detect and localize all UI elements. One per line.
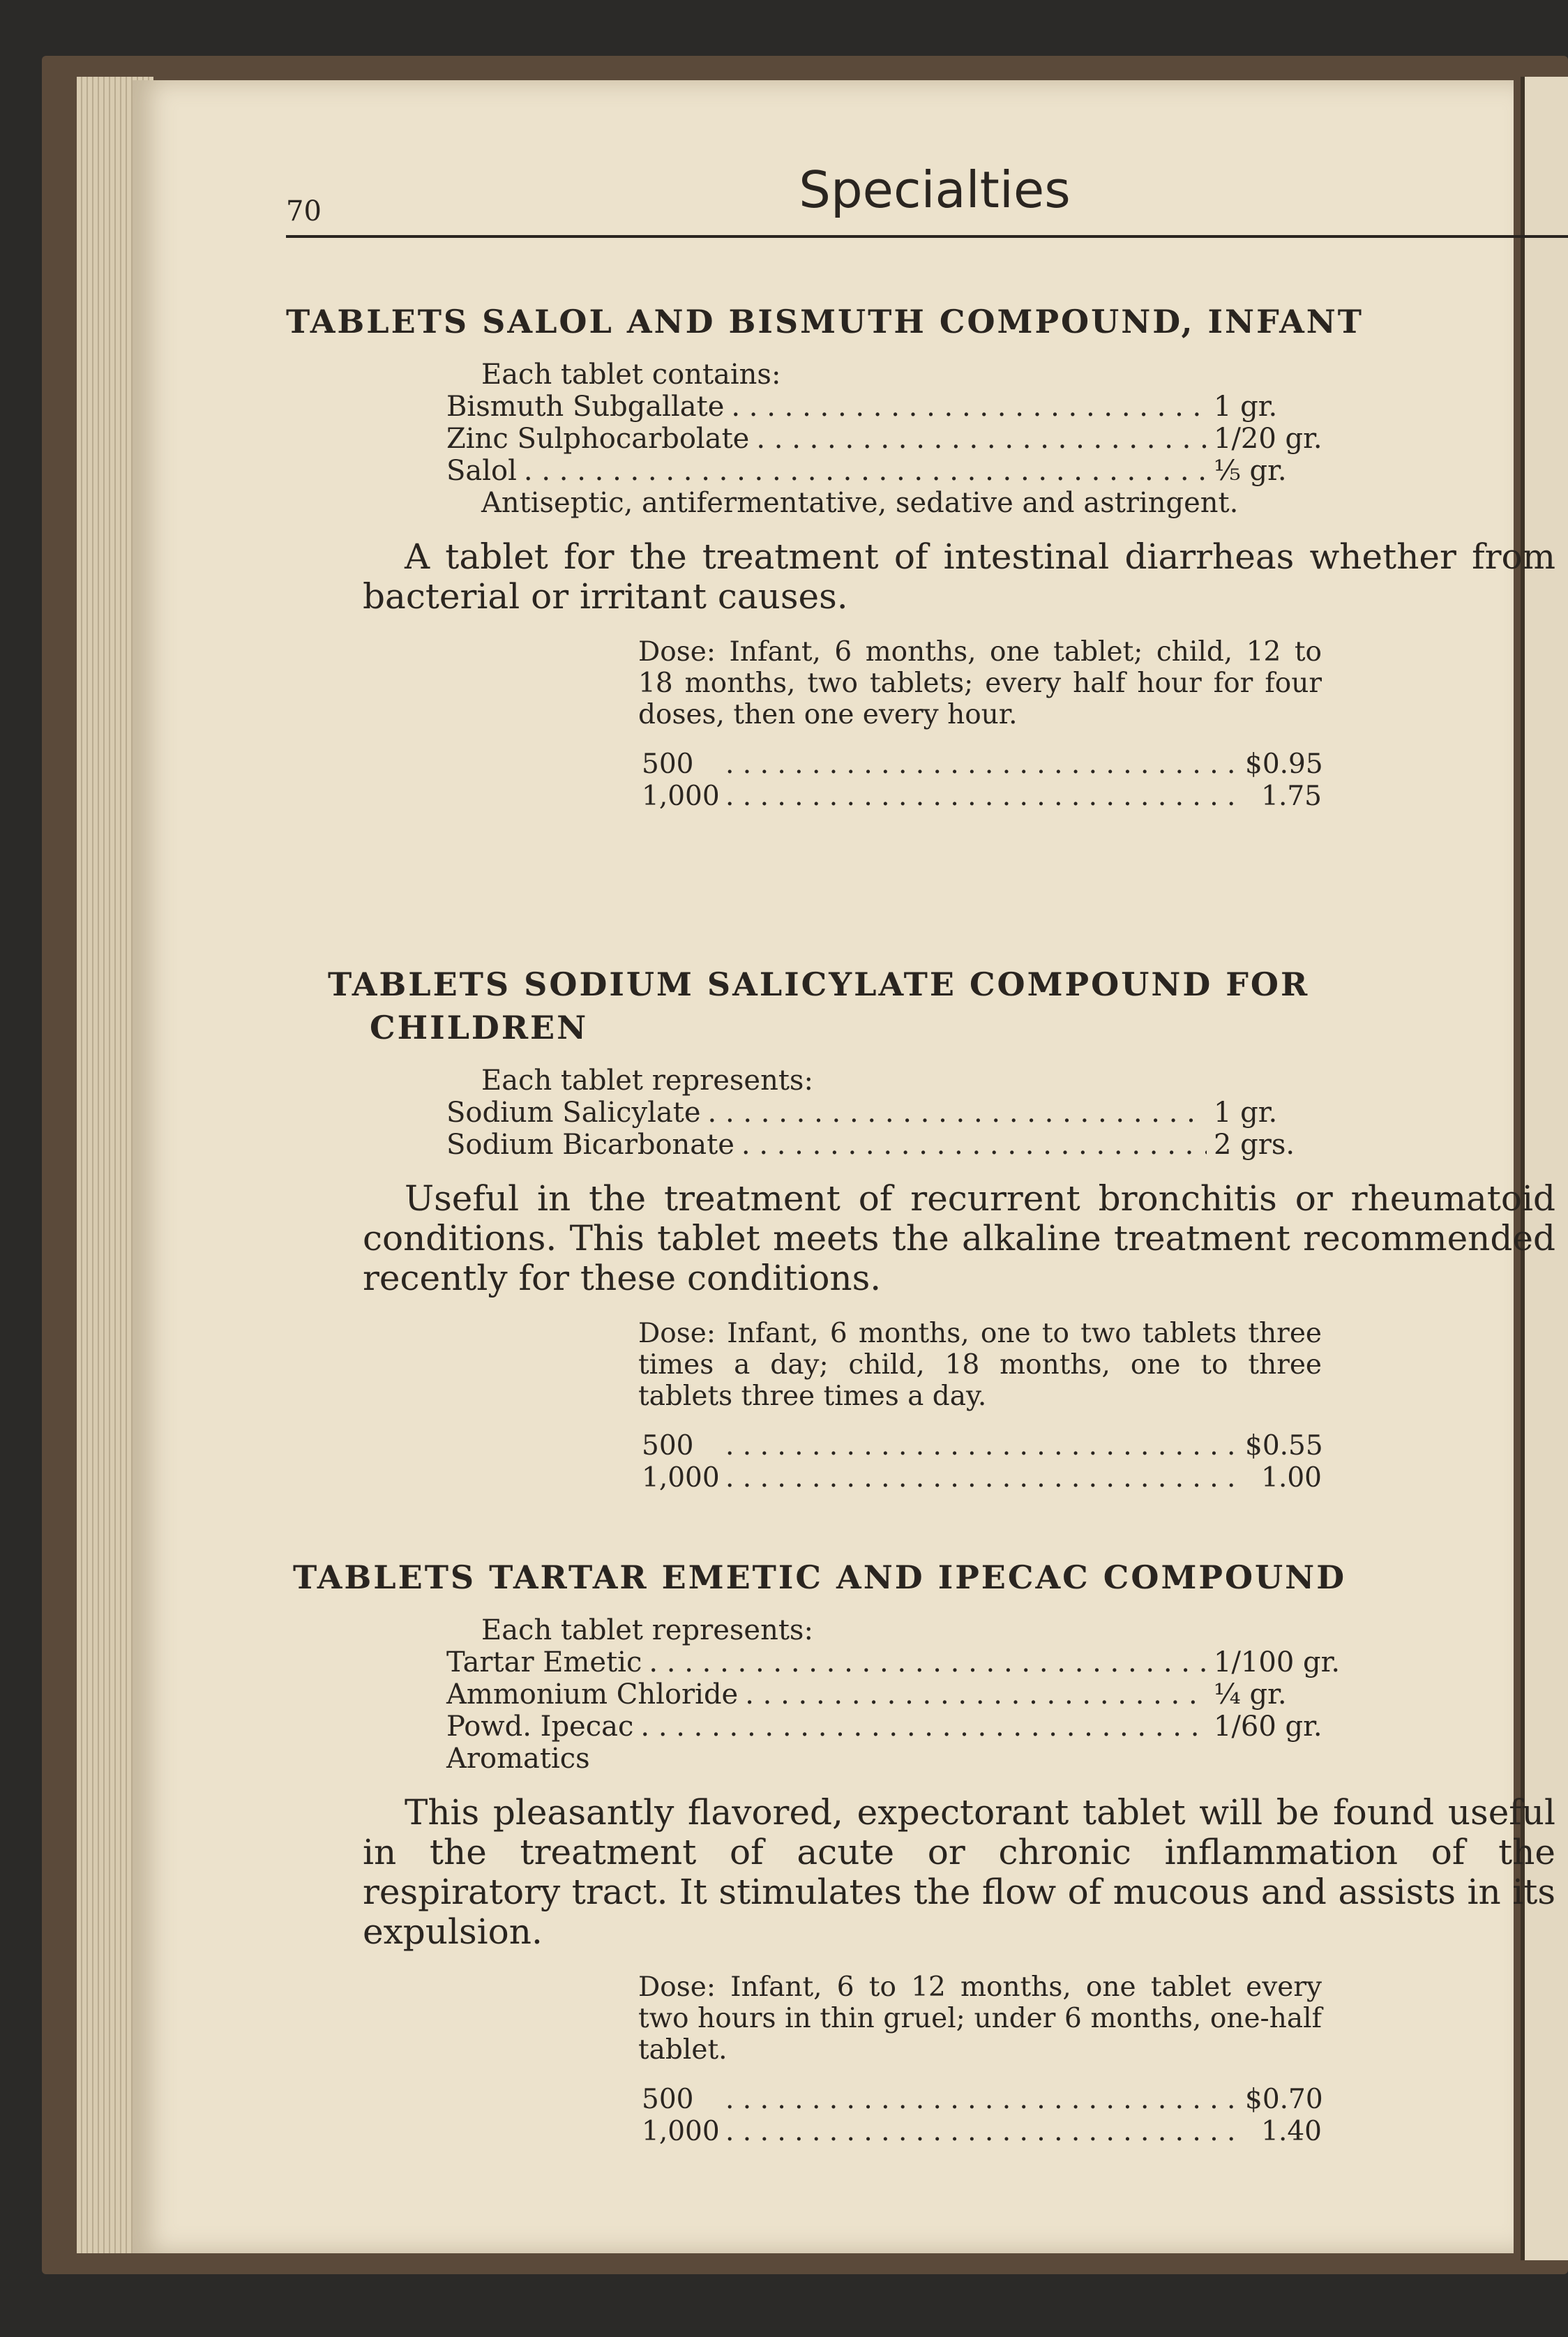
price-quantity: 1,000 bbox=[642, 2116, 720, 2147]
ingredient-qty: ¼ gr. bbox=[1214, 1678, 1287, 1711]
description-text: This pleasantly flavored, expectorant tablet will be found useful in the treatment of acute or chronic inflammation of the respiratory tract. It stimulates the flow of mucous and assists in its expulsion. bbox=[363, 1792, 1555, 1952]
section-salol-bismuth bbox=[286, 300, 1568, 813]
ingredient-qty: 2 grs. bbox=[1214, 1129, 1295, 1161]
section-title-line2: CHILDREN bbox=[370, 1009, 589, 1046]
ingredient-row bbox=[446, 455, 1346, 487]
price-list bbox=[642, 749, 1322, 813]
leader-dots bbox=[756, 423, 1207, 455]
price-amount: $0.70 bbox=[1245, 2084, 1323, 2115]
ingredient-row bbox=[446, 423, 1346, 455]
price-quantity: 500 bbox=[642, 1430, 694, 1461]
ingredient-qty: 1 gr. bbox=[1214, 391, 1278, 423]
ingredient-qty: 1 gr. bbox=[1214, 1097, 1278, 1129]
formula-head: Each tablet represents: bbox=[481, 1614, 813, 1646]
ingredient-name: Tartar Emetic bbox=[446, 1646, 642, 1678]
price-row bbox=[642, 1430, 1322, 1462]
description bbox=[363, 1179, 1555, 1298]
dose-text: Dose: Infant, 6 months, one tablet; child, 12 to 18 months, two tablets; every half hour for four doses, then one every hour. bbox=[638, 636, 1322, 730]
formula-note: Antiseptic, antifermentative, sedative and astringent. bbox=[481, 487, 1239, 519]
leader-dots bbox=[640, 1711, 1207, 1743]
ingredient-name: Zinc Sulphocarbolate bbox=[446, 423, 750, 455]
page-number: 70 bbox=[286, 195, 322, 227]
book-page bbox=[133, 80, 1555, 2253]
price-row bbox=[642, 781, 1322, 813]
ingredient-name: Sodium Salicylate bbox=[446, 1097, 701, 1129]
section-title: TABLETS SALOL AND BISMUTH COMPOUND, INFANT bbox=[286, 303, 1364, 340]
price-quantity: 500 bbox=[642, 2084, 694, 2115]
price-row bbox=[642, 749, 1322, 781]
ingredient-qty: 1/60 gr. bbox=[1214, 1711, 1322, 1743]
ingredient-qty: 1/100 gr. bbox=[1214, 1646, 1341, 1678]
price-row bbox=[642, 2116, 1322, 2148]
section-title-line1: TABLETS SODIUM SALICYLATE COMPOUND FOR bbox=[328, 965, 1310, 1003]
leader-dots bbox=[708, 1097, 1207, 1129]
ingredient-qty: 1/20 gr. bbox=[1214, 423, 1322, 455]
ingredient-name: Powd. Ipecac bbox=[446, 1711, 634, 1743]
description bbox=[363, 537, 1555, 617]
ingredient-row bbox=[446, 1129, 1346, 1161]
leader-dots bbox=[725, 781, 1238, 813]
price-quantity: 1,000 bbox=[642, 781, 720, 812]
leader-dots bbox=[741, 1129, 1207, 1161]
price-amount: $0.55 bbox=[1245, 1430, 1323, 1461]
ingredient-name: Ammonium Chloride bbox=[446, 1678, 739, 1711]
price-quantity: 1,000 bbox=[642, 1462, 720, 1494]
description bbox=[363, 1793, 1555, 1952]
header-rule bbox=[286, 235, 1568, 238]
ingredient-row bbox=[446, 1678, 1346, 1711]
ingredient-row bbox=[446, 1097, 1346, 1129]
dose-text: Dose: Infant, 6 months, one to two tablets three times a day; child, 18 months, one to three tablets three times a day. bbox=[638, 1318, 1322, 1412]
leader-dots bbox=[725, 1430, 1238, 1462]
running-head: Specialties bbox=[799, 160, 1071, 219]
leader-dots bbox=[649, 1646, 1207, 1678]
ingredient-row bbox=[446, 1711, 1346, 1743]
leader-dots bbox=[745, 1678, 1207, 1711]
price-quantity: 500 bbox=[642, 749, 694, 780]
ingredient-name: Sodium Bicarbonate bbox=[446, 1129, 734, 1161]
leader-dots bbox=[524, 455, 1207, 487]
formula bbox=[446, 359, 1346, 519]
ingredient-name: Salol bbox=[446, 455, 517, 487]
formula-head: Each tablet contains: bbox=[481, 359, 781, 391]
price-list bbox=[642, 2084, 1322, 2148]
price-amount: $0.95 bbox=[1245, 749, 1323, 780]
ingredient-qty: ⅕ gr. bbox=[1214, 455, 1287, 487]
dose-text: Dose: Infant, 6 to 12 months, one tablet every two hours in thin gruel; under 6 months, one-half tablet. bbox=[638, 1971, 1322, 2066]
price-row bbox=[642, 1462, 1322, 1494]
ingredient-name: Bismuth Subgallate bbox=[446, 391, 725, 423]
price-amount: 1.75 bbox=[1261, 781, 1322, 812]
price-amount: 1.00 bbox=[1261, 1462, 1322, 1494]
section-title bbox=[286, 963, 1568, 1049]
ingredient-row bbox=[446, 391, 1346, 423]
leader-dots bbox=[731, 391, 1207, 423]
section-sodium-salicylate bbox=[286, 963, 1568, 1494]
price-list bbox=[642, 1430, 1322, 1494]
formula bbox=[446, 1614, 1346, 1775]
ingredient-row bbox=[446, 1646, 1346, 1678]
section-title: TABLETS TARTAR EMETIC AND IPECAC COMPOUND bbox=[293, 1558, 1347, 1596]
formula bbox=[446, 1065, 1346, 1161]
price-row bbox=[642, 2084, 1322, 2116]
leader-dots bbox=[725, 1462, 1238, 1494]
leader-dots bbox=[725, 2116, 1238, 2148]
leader-dots bbox=[725, 2084, 1238, 2116]
leader-dots bbox=[725, 749, 1238, 781]
ingredient-extra: Aromatics bbox=[446, 1743, 590, 1775]
formula-head: Each tablet represents: bbox=[481, 1065, 813, 1097]
description-text: Useful in the treatment of recurrent bronchitis or rheumatoid conditions. This tablet meets the alkaline treatment recommended recently for these conditions. bbox=[363, 1178, 1555, 1298]
price-amount: 1.40 bbox=[1261, 2116, 1322, 2147]
section-tartar-emetic bbox=[286, 1556, 1568, 2148]
description-text: A tablet for the treatment of intestinal diarrheas whether from bacterial or irritant causes. bbox=[363, 536, 1555, 617]
